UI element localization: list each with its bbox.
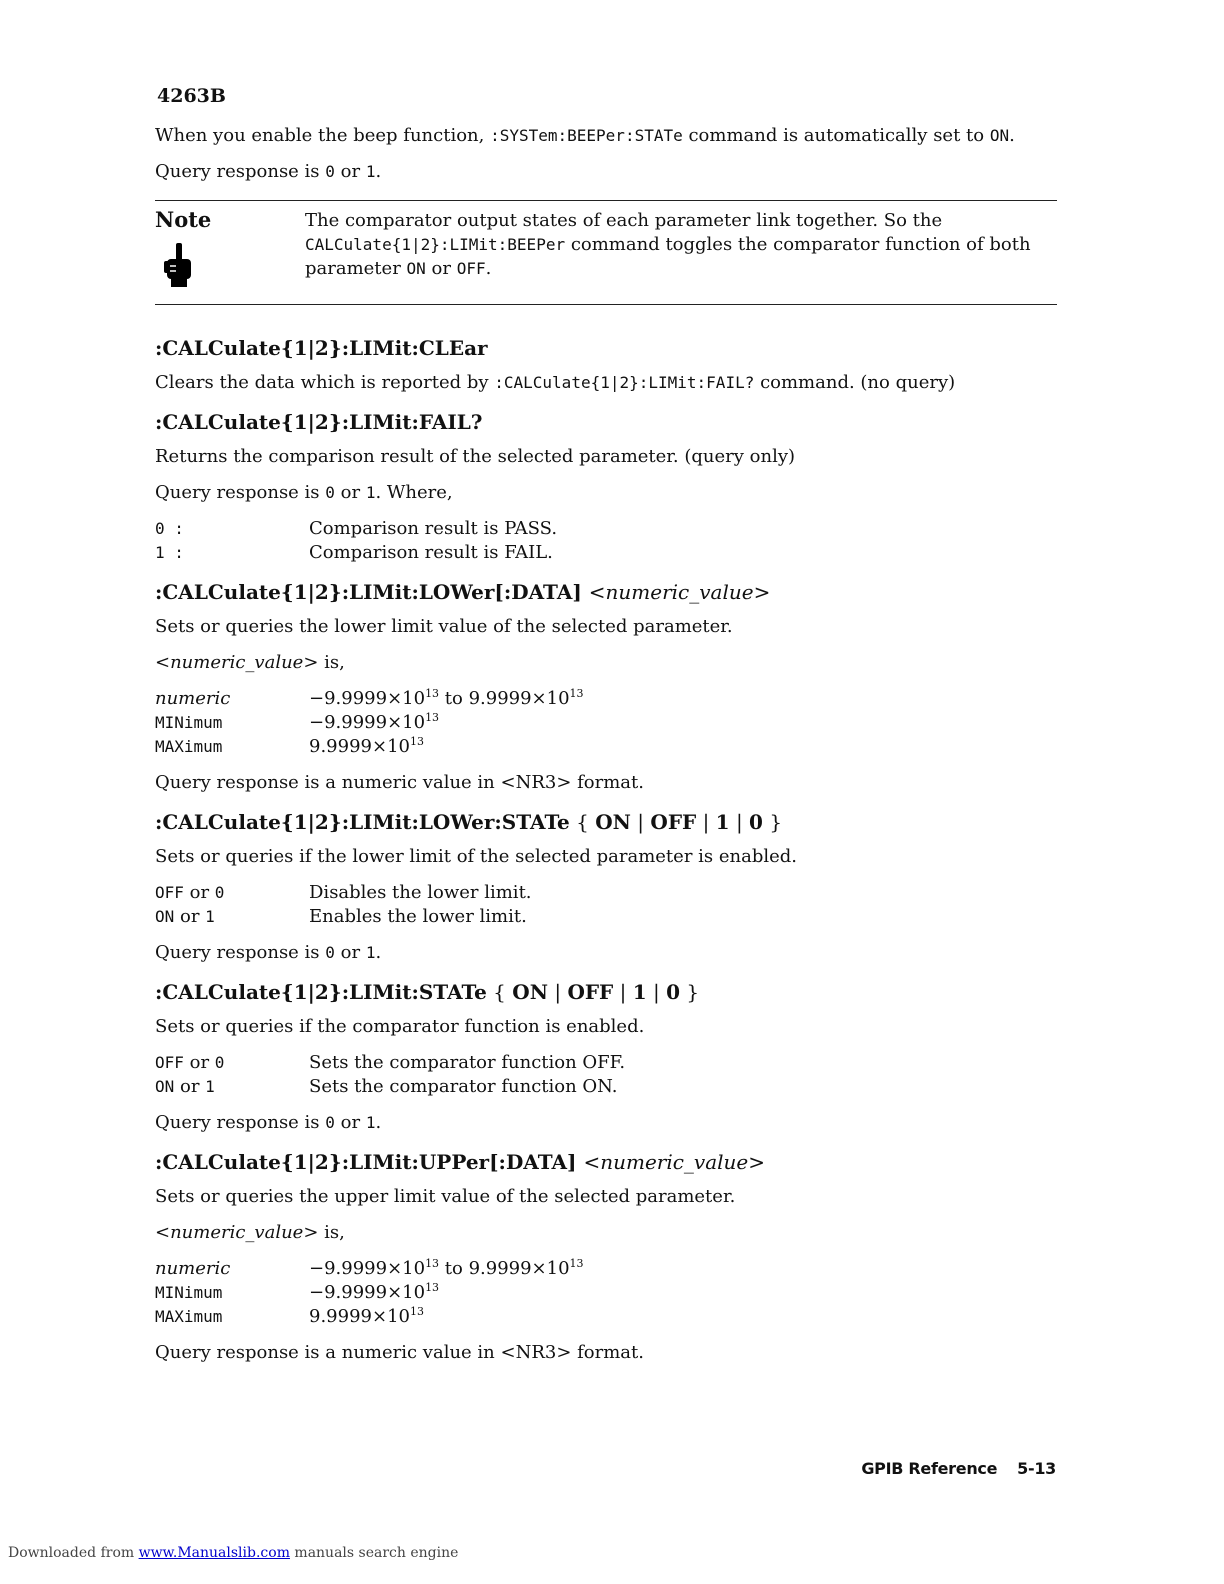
option: 0 <box>749 810 763 834</box>
definition-row <box>155 735 1057 759</box>
separator: | <box>646 980 667 1004</box>
text: Query response is <box>155 482 326 503</box>
code: 0 <box>325 943 335 962</box>
note-box <box>155 200 1057 305</box>
code: ON <box>406 259 426 278</box>
limit-lower-state-query <box>155 941 1057 965</box>
term <box>155 881 309 905</box>
code: 0 <box>214 883 225 902</box>
text: When you enable the beep function, <box>155 125 491 146</box>
text: manuals search engine <box>289 1545 459 1561</box>
beep-paragraph <box>155 124 1057 148</box>
note-text <box>305 205 1057 296</box>
exponent: 13 <box>409 1305 424 1318</box>
definition-row <box>155 1305 1057 1329</box>
code: 1 <box>365 483 376 502</box>
limit-fail-results <box>155 517 1057 565</box>
limit-upper-values <box>155 1257 1057 1329</box>
exponent: 13 <box>569 687 584 700</box>
code: OFF <box>155 883 184 902</box>
definition: Enables the lower limit. <box>309 906 527 927</box>
code: 1 <box>365 1113 376 1132</box>
text: or <box>183 1052 215 1073</box>
brace: } <box>680 980 700 1004</box>
term <box>155 905 309 929</box>
text: or <box>334 161 366 182</box>
option: OFF <box>567 980 614 1004</box>
definition-row <box>155 711 1057 735</box>
argument: <numeric_value> <box>588 580 771 604</box>
definition <box>309 1281 439 1305</box>
limit-lower-description: Sets or queries the lower limit value of the selected parameter. <box>155 616 733 637</box>
code: OFF <box>155 1053 184 1072</box>
definition-row <box>155 687 1057 711</box>
code: ON <box>155 1077 175 1096</box>
section-title-limit-lower-state <box>155 807 1057 837</box>
text: or <box>425 258 457 279</box>
argument: <numeric_value> <box>155 1222 319 1243</box>
brace: { <box>569 810 596 834</box>
limit-state-query <box>155 1111 1057 1135</box>
section-title-limit-clear: :CALCulate{1|2}:LIMit:CLEar <box>155 336 488 360</box>
numeric-value-intro <box>155 1221 1057 1245</box>
text: . <box>485 258 492 279</box>
option: 1 <box>715 810 730 834</box>
text: is, <box>318 652 345 673</box>
query-response-paragraph <box>155 160 1057 184</box>
text: or <box>183 882 215 903</box>
definition: Comparison result is FAIL. <box>309 542 553 563</box>
limit-fail-query <box>155 481 1057 505</box>
definition-row <box>155 905 1057 929</box>
text: to 9.9999×10 <box>439 1258 570 1279</box>
pointing-hand-icon <box>163 241 195 289</box>
code: 0 <box>214 1053 225 1072</box>
text: command is automatically set to <box>682 125 990 146</box>
separator: | <box>696 810 716 834</box>
section-title-limit-lower-data <box>155 577 1057 607</box>
exponent: 13 <box>409 735 424 748</box>
term: 0 : <box>155 519 184 538</box>
definition: Comparison result is PASS. <box>309 518 558 539</box>
text: . <box>375 942 382 963</box>
brace: { <box>486 980 513 1004</box>
option: ON <box>595 810 631 834</box>
definition-row <box>155 1075 1057 1099</box>
text: Clears the data which is reported by <box>155 372 495 393</box>
code: ON <box>155 907 175 926</box>
text: command toggles the comparator function of both parameter <box>305 234 1031 279</box>
text: . <box>375 1112 382 1133</box>
title-text: :CALCulate{1|2}:LIMit:LOWer:STATe <box>155 810 570 834</box>
text: Query response is <box>155 942 326 963</box>
text: is, <box>318 1222 345 1243</box>
text: or <box>334 482 366 503</box>
code: 1 <box>365 162 376 181</box>
title-text: :CALCulate{1|2}:LIMit:STATe <box>155 980 487 1004</box>
term: MINimum <box>155 713 223 732</box>
section-title-limit-fail: :CALCulate{1|2}:LIMit:FAIL? <box>155 410 483 434</box>
code: :SYSTem:BEEPer:STATe <box>490 126 683 145</box>
definition-row <box>155 881 1057 905</box>
manualslib-link[interactable]: www.Manualslib.com <box>138 1545 290 1561</box>
separator: | <box>547 980 568 1004</box>
text: 9.9999×10 <box>309 1306 410 1327</box>
text: or <box>334 1112 366 1133</box>
footer-section: GPIB Reference <box>861 1459 998 1478</box>
text: to 9.9999×10 <box>439 688 570 709</box>
separator: | <box>630 810 651 834</box>
definition-row <box>155 1051 1057 1075</box>
text: 9.9999×10 <box>309 736 410 757</box>
term: numeric <box>155 1258 231 1279</box>
brace: } <box>762 810 783 834</box>
exponent: 13 <box>425 711 440 724</box>
text: Downloaded from <box>8 1545 139 1561</box>
section-title-limit-state <box>155 977 1057 1007</box>
separator: | <box>729 810 750 834</box>
code: ON <box>989 126 1010 145</box>
text: −9.9999×10 <box>309 712 426 733</box>
term <box>155 1051 309 1075</box>
option: 1 <box>632 980 647 1004</box>
limit-state-options <box>155 1051 1057 1099</box>
term: MINimum <box>155 1283 223 1302</box>
page-footer <box>861 1457 1056 1481</box>
term: 1 : <box>155 543 184 562</box>
exponent: 13 <box>425 1281 440 1294</box>
text: The comparator output states of each parameter link together. So the <box>305 210 943 231</box>
numeric-value-intro <box>155 651 1057 675</box>
code: CALCulate{1|2}:LIMit:BEEPer <box>305 235 566 254</box>
option: OFF <box>650 810 697 834</box>
text: −9.9999×10 <box>309 1258 426 1279</box>
exponent: 13 <box>425 1257 440 1270</box>
definition: Disables the lower limit. <box>309 882 532 903</box>
text: command. (no query) <box>754 372 956 393</box>
definition <box>309 687 584 711</box>
definition-row <box>155 541 1057 565</box>
argument: <numeric_value> <box>583 1150 766 1174</box>
text: . <box>1009 125 1015 146</box>
term: MAXimum <box>155 737 223 756</box>
definition-row <box>155 1257 1057 1281</box>
code: 1 <box>365 943 376 962</box>
definition <box>309 735 424 759</box>
title-text: :CALCulate{1|2}:LIMit:UPPer[:DATA] <box>155 1150 577 1174</box>
note-title: Note <box>155 207 212 232</box>
code: OFF <box>456 259 486 278</box>
exponent: 13 <box>569 1257 584 1270</box>
code: 1 <box>205 1077 215 1096</box>
definition-row <box>155 517 1057 541</box>
term: numeric <box>155 688 231 709</box>
page-number: 5-13 <box>1017 1459 1056 1478</box>
manual-page <box>155 84 1057 1377</box>
definition <box>309 1257 584 1281</box>
note-left <box>155 205 305 296</box>
separator: | <box>613 980 633 1004</box>
limit-upper-query: Query response is a numeric value in <NR3> format. <box>155 1342 644 1363</box>
code: 0 <box>325 162 335 181</box>
option: ON <box>512 980 548 1004</box>
text: −9.9999×10 <box>309 688 426 709</box>
definition: Sets the comparator function ON. <box>309 1076 618 1097</box>
argument: <numeric_value> <box>155 652 319 673</box>
definition: Sets the comparator function OFF. <box>309 1052 626 1073</box>
option: 0 <box>666 980 681 1004</box>
code: 1 <box>205 907 215 926</box>
text: or <box>334 942 366 963</box>
limit-lower-state-options <box>155 881 1057 929</box>
code: 0 <box>325 483 335 502</box>
limit-lower-values <box>155 687 1057 759</box>
definition-row <box>155 1281 1057 1305</box>
term: MAXimum <box>155 1307 223 1326</box>
limit-fail-description: Returns the comparison result of the selected parameter. (query only) <box>155 446 796 467</box>
text: −9.9999×10 <box>309 1282 426 1303</box>
text: Query response is <box>155 1112 326 1133</box>
text: . <box>375 161 382 182</box>
limit-upper-description: Sets or queries the upper limit value of the selected parameter. <box>155 1186 736 1207</box>
code: :CALCulate{1|2}:LIMit:FAIL? <box>494 373 755 392</box>
limit-lower-query: Query response is a numeric value in <NR3> format. <box>155 772 644 793</box>
limit-state-description: Sets or queries if the comparator function is enabled. <box>155 1016 645 1037</box>
limit-clear-description <box>155 371 1057 395</box>
exponent: 13 <box>425 687 440 700</box>
text: or <box>174 906 206 927</box>
section-title-limit-upper-data <box>155 1147 1057 1177</box>
title-text: :CALCulate{1|2}:LIMit:LOWer[:DATA] <box>155 580 582 604</box>
code: 0 <box>325 1113 335 1132</box>
term <box>155 1075 309 1099</box>
limit-lower-state-description: Sets or queries if the lower limit of the selected parameter is enabled. <box>155 846 798 867</box>
definition <box>309 1305 424 1329</box>
text: or <box>174 1076 206 1097</box>
text: Query response is <box>155 161 326 182</box>
download-banner <box>8 1541 458 1565</box>
text: . Where, <box>375 482 453 503</box>
definition <box>309 711 439 735</box>
model-header: 4263B <box>157 85 226 107</box>
